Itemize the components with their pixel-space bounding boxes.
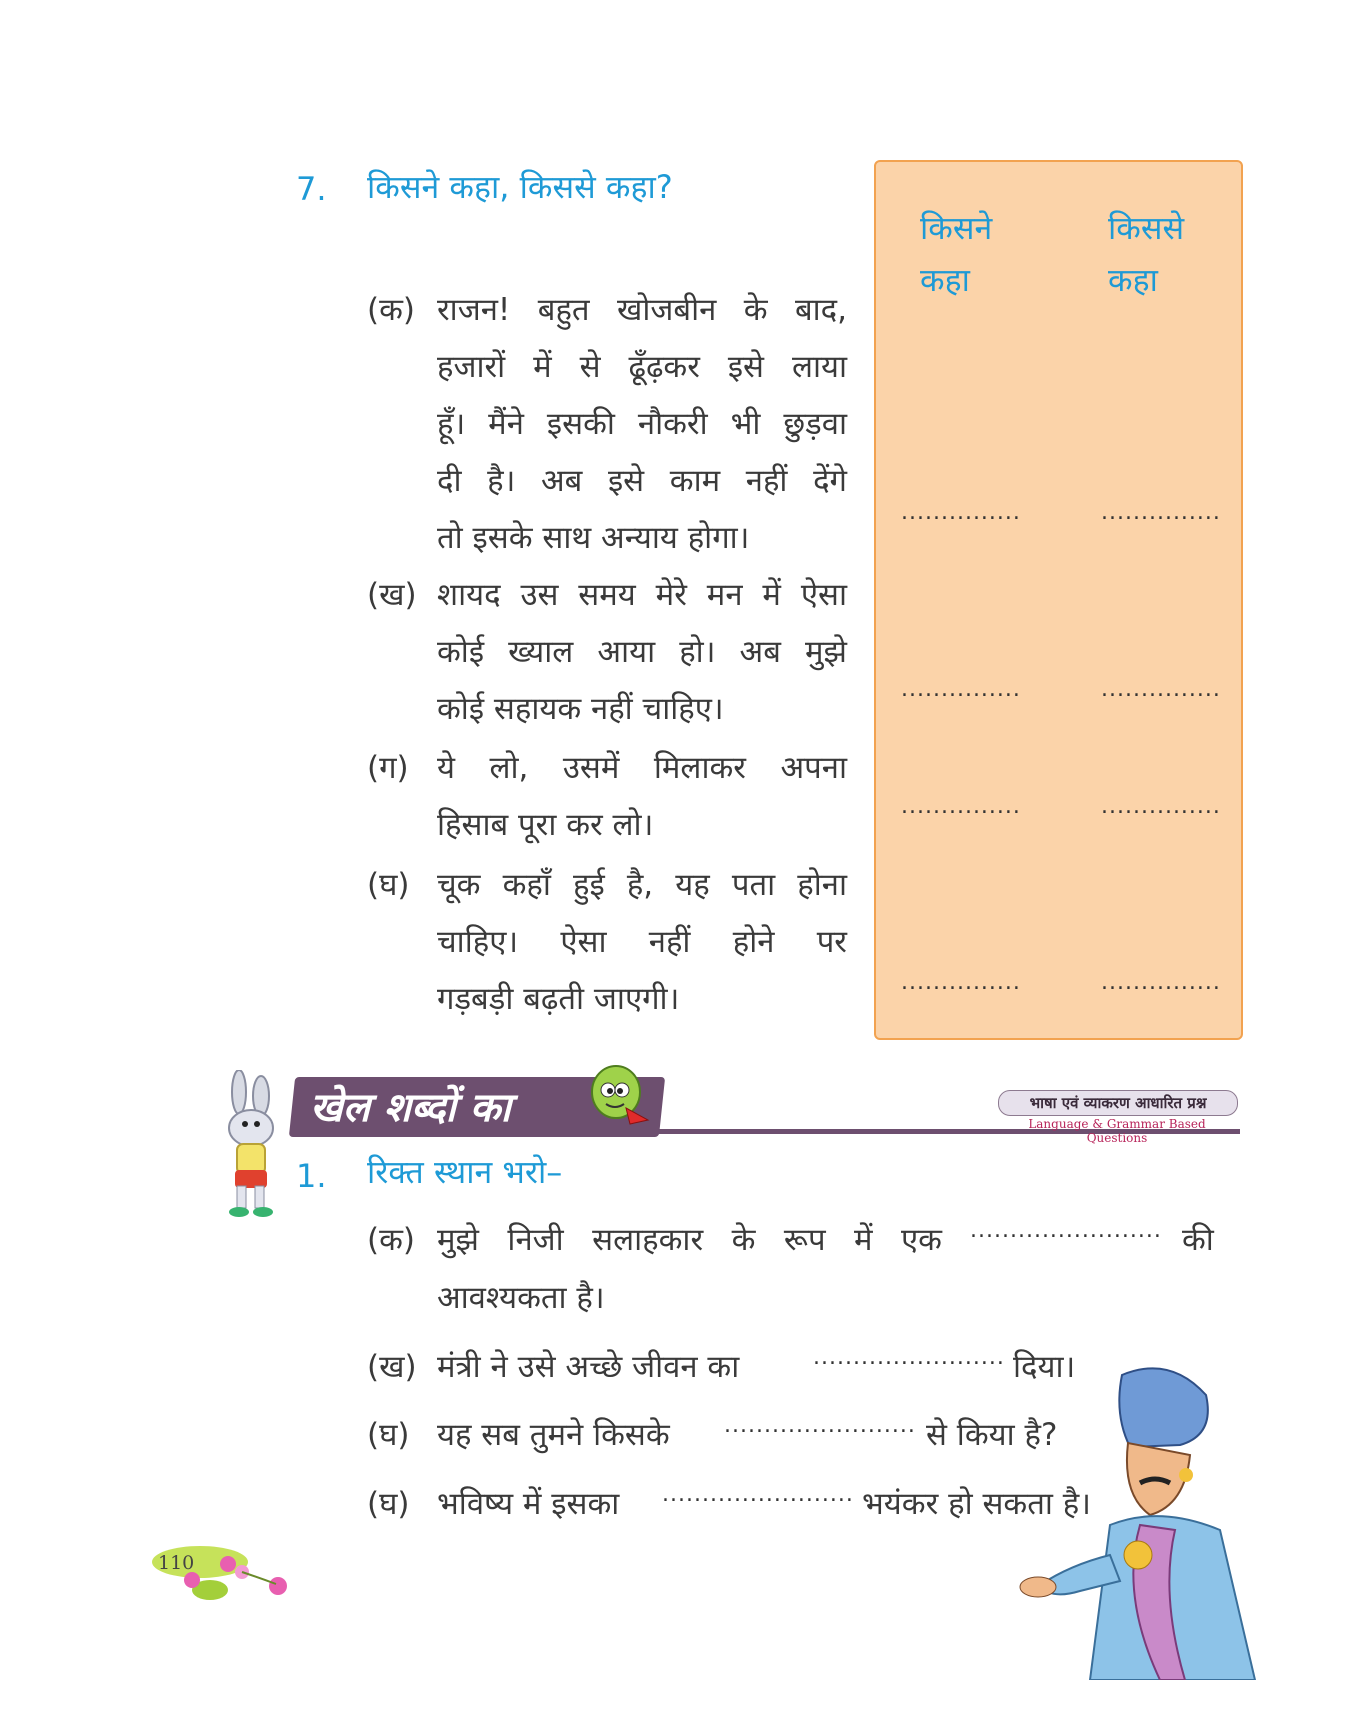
q1-item-label: (ख) bbox=[367, 1349, 417, 1385]
item-line: चाहिए। ऐसा नहीं होने पर bbox=[437, 924, 847, 960]
q7-item-kha bbox=[367, 567, 847, 738]
answer-blank[interactable]: ............... bbox=[1101, 677, 1221, 702]
q1-item-text-after: की bbox=[1182, 1222, 1214, 1258]
column-header-who-said: किसने कहा bbox=[920, 209, 993, 299]
answer-table bbox=[874, 160, 1243, 1040]
q7-item-ka bbox=[367, 282, 847, 567]
page-number: 110 bbox=[158, 1552, 195, 1574]
answer-blank[interactable]: ............... bbox=[1101, 500, 1221, 525]
q1-item-text: मंत्री ने उसे अच्छे जीवन का bbox=[437, 1349, 740, 1385]
pencil-mascot-icon bbox=[588, 1062, 650, 1132]
minister-character-illustration bbox=[1010, 1355, 1280, 1680]
question-1-number: 1. bbox=[296, 1157, 327, 1195]
q1-item-text-after: दिया। bbox=[1013, 1349, 1076, 1385]
item-line: कोई सहायक नहीं चाहिए। bbox=[437, 691, 724, 727]
q7-item-ga bbox=[367, 740, 847, 854]
item-line: राजन! बहुत खोजबीन के बाद, bbox=[437, 292, 847, 328]
item-label: (ग) bbox=[367, 750, 409, 786]
fill-blank[interactable]: ........................ bbox=[970, 1218, 1162, 1243]
answer-blank[interactable]: ............... bbox=[1101, 794, 1221, 819]
item-label: (ख) bbox=[367, 577, 417, 613]
answer-blank[interactable]: ............... bbox=[901, 677, 1021, 702]
column-header-to-whom: किससे कहा bbox=[1108, 209, 1185, 299]
q1-item-continuation: आवश्यकता है। bbox=[437, 1280, 605, 1316]
item-label: (क) bbox=[367, 292, 415, 328]
section-tag-english: Language & Grammar Based Questions bbox=[1028, 1117, 1206, 1145]
q1-item-label: (घ) bbox=[367, 1417, 410, 1453]
q1-item-text: मुझे निजी सलाहकार के रूप में एक bbox=[437, 1222, 942, 1258]
item-line: दी है। अब इसे काम नहीं देंगे bbox=[437, 463, 847, 499]
q1-item-text: यह सब तुमने किसके bbox=[437, 1417, 670, 1453]
item-label: (घ) bbox=[367, 867, 410, 903]
item-line: गड़बड़ी बढ़ती जाएगी। bbox=[437, 981, 680, 1017]
section-tag-hindi: भाषा एवं व्याकरण आधारित प्रश्न bbox=[998, 1090, 1238, 1116]
item-line: शायद उस समय मेरे मन में ऐसा bbox=[437, 577, 847, 613]
rabbit-mascot-illustration bbox=[215, 1070, 290, 1220]
q1-item-label: (घ) bbox=[367, 1486, 410, 1522]
item-line: कोई ख्याल आया हो। अब मुझे bbox=[437, 634, 847, 670]
fill-blank[interactable]: ........................ bbox=[724, 1413, 916, 1438]
q1-item-label: (क) bbox=[367, 1222, 415, 1258]
fill-blank[interactable]: ........................ bbox=[813, 1345, 1005, 1370]
q1-item-text-after: भयंकर हो सकता है। bbox=[862, 1486, 1091, 1522]
section-banner-title: खेल शब्दों का bbox=[310, 1084, 511, 1131]
flower-decoration-icon bbox=[150, 1540, 290, 1610]
question-1-title: रिक्त स्थान भरो– bbox=[367, 1153, 563, 1191]
answer-blank[interactable]: ............... bbox=[1101, 970, 1221, 995]
question-7-number: 7. bbox=[296, 170, 327, 208]
item-line: ये लो, उसमें मिलाकर अपना bbox=[437, 750, 847, 786]
q1-item-text-after: से किया है? bbox=[926, 1417, 1058, 1453]
answer-blank[interactable]: ............... bbox=[901, 500, 1021, 525]
item-line: हूँ। मैंने इसकी नौकरी भी छुड़वा bbox=[437, 406, 847, 442]
q1-item-text: भविष्य में इसका bbox=[437, 1486, 620, 1522]
item-line: हिसाब पूरा कर लो। bbox=[437, 807, 654, 843]
item-line: हजारों में से ढूँढ़कर इसे लाया bbox=[437, 349, 847, 385]
q7-item-gha bbox=[367, 857, 847, 1028]
fill-blank[interactable]: ........................ bbox=[662, 1482, 854, 1507]
item-line: तो इसके साथ अन्याय होगा। bbox=[437, 520, 750, 556]
answer-blank[interactable]: ............... bbox=[901, 794, 1021, 819]
question-7-title: किसने कहा, किससे कहा? bbox=[367, 168, 673, 206]
answer-blank[interactable]: ............... bbox=[901, 970, 1021, 995]
item-line: चूक कहाँ हुई है, यह पता होना bbox=[437, 867, 847, 903]
